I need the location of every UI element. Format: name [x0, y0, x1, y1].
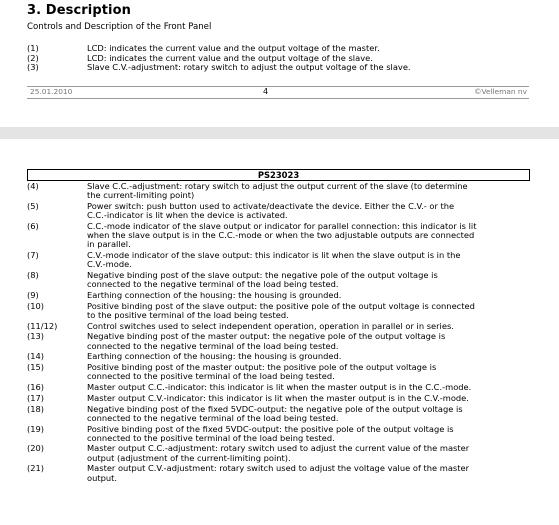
item-description: [87, 405, 532, 423]
item-line: Positive binding post of the slave output: the positive pole of the output voltage is connected: [87, 300, 475, 311]
item-number: (11/12): [27, 320, 58, 331]
item-line: connected to the positive terminal of the load being tested.: [87, 371, 335, 382]
list-item: [27, 322, 532, 331]
item-description: [87, 322, 532, 331]
list-item: [27, 182, 532, 200]
item-description: [87, 63, 537, 73]
list-item: [27, 202, 532, 220]
item-line: Positive binding post of the master output: the positive pole of the output voltage is: [87, 362, 437, 373]
item-number: (1): [27, 43, 39, 53]
top-item-list: [27, 44, 537, 73]
item-line: Master output C.V.-indicator: this indicator is lit when the master output is in the C.V.-mode.: [87, 392, 469, 403]
list-item: [27, 332, 532, 350]
list-item: [27, 363, 532, 381]
item-description: [87, 302, 532, 320]
list-item: [27, 444, 532, 462]
item-line: connected to the positive terminal of the load being tested.: [87, 432, 335, 443]
item-description: [87, 352, 532, 361]
item-description: [87, 332, 532, 350]
item-description: [87, 394, 532, 403]
item-number: (14): [27, 351, 45, 362]
item-number: (16): [27, 382, 45, 393]
item-number: (8): [27, 270, 39, 281]
item-number: (19): [27, 423, 45, 434]
item-description: [87, 222, 532, 250]
item-line: in parallel.: [87, 239, 131, 250]
item-number: (7): [27, 250, 39, 261]
item-description: [87, 271, 532, 289]
list-item: [27, 464, 532, 482]
model-header: PS23023: [27, 169, 530, 181]
item-description: [87, 363, 532, 381]
list-item: [27, 63, 537, 73]
section-subheading: Controls and Description of the Front Panel: [27, 22, 212, 32]
item-line: C.C.-indicator is lit when the device is activated.: [87, 210, 288, 221]
item-description: [87, 464, 532, 482]
page-gap: [0, 127, 559, 139]
item-line: C.V.-mode indicator of the slave output: this indicator is lit when the slave output is in the: [87, 250, 461, 261]
item-line: C.V.-mode.: [87, 259, 132, 270]
item-line: Power switch: push button used to activate/deactivate the device. Either the C.V.- or the: [87, 200, 455, 211]
item-number: (9): [27, 289, 39, 300]
item-line: connected to the negative terminal of the load being tested.: [87, 340, 339, 351]
item-number: (18): [27, 403, 45, 414]
item-line: connected to the negative terminal of the load being tested.: [87, 279, 339, 290]
item-line: LCD: indicates the current value and the output voltage of the master.: [87, 43, 380, 53]
item-number: (10): [27, 300, 45, 311]
item-description: [87, 383, 532, 392]
item-line: Slave C.C.-adjustment: rotary switch to adjust the output current of the slave (to determine: [87, 181, 468, 191]
list-item: [27, 271, 532, 289]
bottom-item-list: [27, 182, 532, 484]
item-line: Control switches used to select independent operation, operation in parallel or in series.: [87, 320, 454, 331]
page-5: [0, 139, 559, 525]
item-line: Positive binding post of the fixed 5VDC-output: the positive pole of the output voltage is: [87, 423, 454, 434]
item-number: (4): [27, 181, 39, 191]
item-number: (13): [27, 331, 45, 342]
item-line: Master output C.C.-adjustment: rotary switch used to adjust the current value of the master: [87, 443, 470, 454]
list-item: [27, 425, 532, 443]
item-line: output.: [87, 472, 118, 483]
item-number: (20): [27, 443, 45, 454]
item-line: Negative binding post of the master output: the negative pole of the output voltage is: [87, 331, 446, 342]
item-line: C.C.-mode indicator of the slave output or indicator for parallel connection: this indicator is lit: [87, 220, 477, 231]
page-footer: [27, 86, 529, 99]
item-number: (2): [27, 52, 39, 63]
item-description: [87, 202, 532, 220]
item-number: (21): [27, 463, 45, 474]
item-line: Earthing connection of the housing: the housing is grounded.: [87, 289, 342, 300]
item-line: output (adjustment of the current-limiting point).: [87, 452, 291, 463]
item-number: (3): [27, 62, 39, 73]
list-item: [27, 405, 532, 423]
item-line: the current-limiting point): [87, 190, 195, 201]
item-description: [87, 444, 532, 462]
item-line: to the positive terminal of the load being tested.: [87, 309, 289, 320]
item-number: (17): [27, 392, 45, 403]
item-description: [87, 425, 532, 443]
item-line: Master output C.V.-adjustment: rotary switch used to adjust the voltage value of the master: [87, 463, 470, 474]
list-item: [27, 222, 532, 250]
item-line: Negative binding post of the slave output: the negative pole of the output voltage is: [87, 270, 438, 281]
list-item: [27, 394, 532, 403]
item-number: (5): [27, 200, 39, 211]
list-item: [27, 302, 532, 320]
list-item: [27, 251, 532, 269]
item-line: Earthing connection of the housing: the housing is grounded.: [87, 351, 342, 362]
list-item: [27, 291, 532, 300]
item-line: Slave C.V.-adjustment: rotary switch to adjust the output voltage of the slave.: [87, 62, 411, 73]
item-line: connected to the negative terminal of the load being tested.: [87, 412, 339, 423]
item-line: Negative binding post of the fixed 5VDC-output: the negative pole of the output voltage is: [87, 403, 463, 414]
item-description: [87, 182, 532, 200]
section-heading: 3. Description: [27, 3, 131, 18]
item-description: [87, 291, 532, 300]
item-number: (15): [27, 362, 45, 373]
list-item: [27, 383, 532, 392]
item-line: Master output C.C.-indicator: this indicator is lit when the master output is in the C.C.-mode.: [87, 382, 472, 393]
item-number: (6): [27, 220, 39, 231]
page-4: [0, 0, 559, 127]
item-line: LCD: indicates the current value and the output voltage of the slave.: [87, 52, 373, 63]
footer-copyright: ©Velleman nv: [474, 87, 527, 96]
footer-page-number: 4: [263, 87, 269, 96]
item-description: [87, 251, 532, 269]
list-item: [27, 352, 532, 361]
footer-date: 25.01.2010: [30, 87, 73, 96]
item-line: when the slave output is in the C.C.-mode or when the two adjustable outputs are connected: [87, 230, 475, 241]
